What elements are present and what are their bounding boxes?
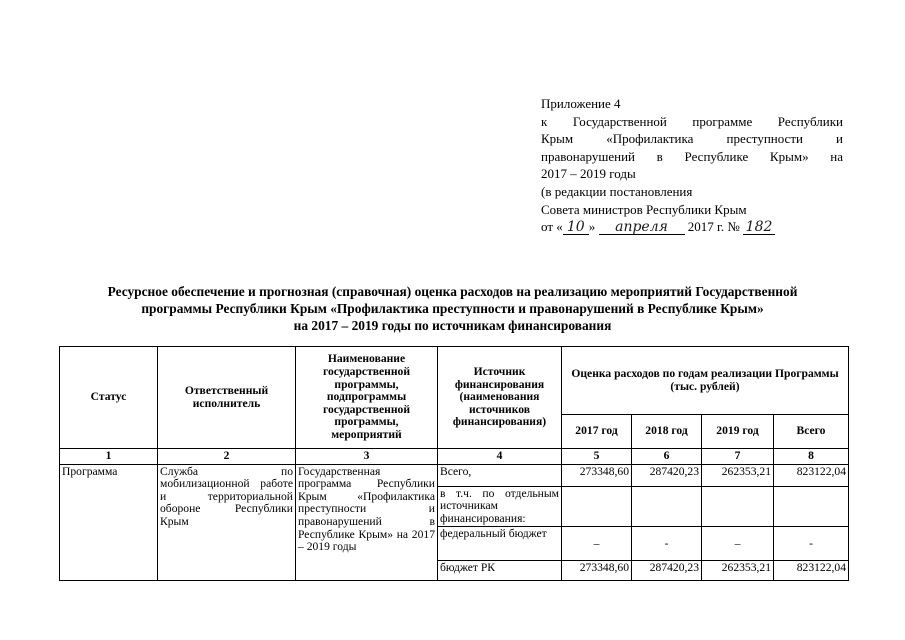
col-number: 3 [296, 449, 438, 465]
header-name: Наименование государственной программы, подпрограммы государственной программы, мероприятий [296, 347, 438, 449]
col-number: 7 [702, 449, 774, 465]
col-number: 4 [438, 449, 562, 465]
header-source: Источник финансирования (наименования источников финансирования) [438, 347, 562, 449]
cell-executor: Служба по мобилизационной работе и территориальной обороне Республики Крым [158, 464, 296, 581]
header-estimate: Оценка расходов по годам реализации Программы (тыс. рублей) [562, 347, 849, 415]
appendix-block [541, 95, 843, 236]
col-number: 2 [158, 449, 296, 465]
cell-value [632, 486, 702, 527]
cell-value: 287420,23 [632, 464, 702, 486]
cell-value: 823122,04 [774, 561, 849, 581]
appendix-line: правонарушений в Республике Крым» на [541, 148, 843, 164]
cell-value: 262353,21 [702, 464, 774, 486]
cell-program-name: Государственная программа Республики Крым «Профилактика преступности и правонарушений в Республике Крым» на 2017 – 2019 годы [296, 464, 438, 581]
title-line: на 2017 – 2019 годы по источникам финансирования [293, 318, 612, 333]
document-title [40, 283, 865, 334]
cell-value [774, 486, 849, 527]
resolution-date-line [541, 218, 843, 236]
cell-source: Всего, [438, 464, 562, 486]
cell-value: – [702, 527, 774, 561]
table-row [60, 464, 849, 486]
handwritten-day: 10 [563, 220, 589, 235]
cell-value: - [774, 527, 849, 561]
cell-value: 287420,23 [632, 561, 702, 581]
handwritten-month: апреля [599, 220, 685, 235]
header-2018: 2018 год [632, 415, 702, 449]
column-number-row [60, 449, 849, 465]
col-number: 6 [632, 449, 702, 465]
appendix-line: Крым «Профилактика преступности и [541, 131, 843, 147]
appendix-line: (в редакции постановления [541, 183, 693, 199]
appendix-line: к Государственной программе Республики [541, 113, 843, 129]
header-executor: Ответственный исполнитель [158, 347, 296, 449]
cell-value [562, 486, 632, 527]
header-total: Всего [774, 415, 849, 449]
cell-value: 262353,21 [702, 561, 774, 581]
cell-value [702, 486, 774, 527]
appendix-line: Совета министров Республики Крым [541, 201, 747, 217]
appendix-line: 2017 – 2019 годы [541, 166, 636, 182]
title-line: Ресурсное обеспечение и прогнозная (справочная) оценка расходов на реализацию мероприятий Государственной [107, 284, 798, 299]
cell-value: 273348,60 [562, 561, 632, 581]
financing-table [59, 346, 849, 581]
header-status: Статус [60, 347, 158, 449]
date-prefix: от « [541, 219, 563, 235]
cell-value: – [562, 527, 632, 561]
date-year-text: 2017 г. № [687, 219, 740, 235]
header-2017: 2017 год [562, 415, 632, 449]
appendix-number: Приложение 4 [541, 96, 621, 111]
cell-source: в т.ч. по отдельным источникам финансирования: [438, 486, 562, 527]
cell-status: Программа [60, 464, 158, 581]
cell-source: бюджет РК [438, 561, 562, 581]
handwritten-number: 182 [743, 220, 775, 235]
header-2019: 2019 год [702, 415, 774, 449]
col-number: 1 [60, 449, 158, 465]
title-line: программы Республики Крым «Профилактика преступности и правонарушений в Республике Крым» [141, 301, 764, 316]
cell-source: федеральный бюджет [438, 527, 562, 561]
col-number: 5 [562, 449, 632, 465]
col-number: 8 [774, 449, 849, 465]
cell-value: 273348,60 [562, 464, 632, 486]
date-mid: » [588, 219, 596, 235]
cell-value: - [632, 527, 702, 561]
cell-value: 823122,04 [774, 464, 849, 486]
